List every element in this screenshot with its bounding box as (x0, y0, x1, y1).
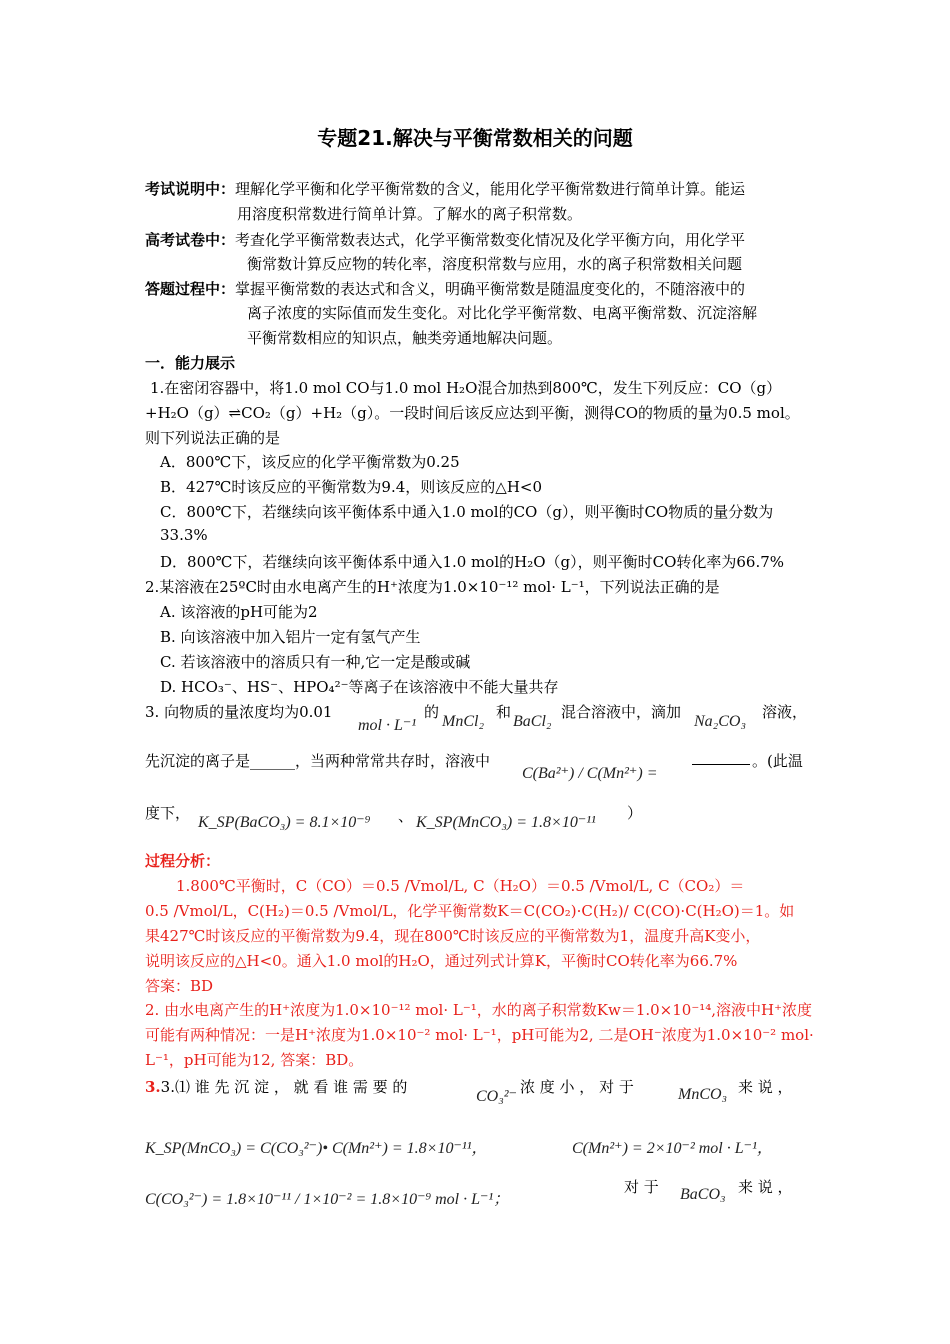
q3-separator: 、 (398, 807, 414, 825)
q2-option-c: C. 若该溶液中的溶质只有一种,它一定是酸或碱 (160, 653, 471, 671)
q3-answer-blank (692, 751, 750, 769)
answer-process (145, 278, 745, 299)
q1-option-d: D．800℃下，若继续向该平衡体系中通入1.0 mol的H₂O（g），则平衡时CO转化率为66.7% (160, 553, 785, 571)
q2-option-b: B. 向该溶液中加入铝片一定有氢气产生 (160, 628, 421, 646)
analysis-label: 过程分析： (145, 852, 221, 870)
q3-ksp-baco3: K_SP(BaCO₃) = 8.1×10⁻⁹ (198, 814, 371, 831)
q3-close: ） (627, 804, 643, 822)
q3-part-2: 混合溶液中，滴加 (561, 703, 682, 721)
answer-line-2: 离子浓度的实际值而发生变化。对比化学平衡常数、电离平衡常数、沉淀溶解 (247, 304, 758, 322)
q3-bacl2: BaCl₂ (513, 713, 552, 730)
q1-line-3: 则下列说法正确的是 (145, 429, 281, 447)
exam-label: 考试说明中： (145, 180, 236, 198)
analysis-1-line-3: 果427℃时该反应的平衡常数为9.4，现在800℃时该反应的平衡常数为1，温度升高K变小， (145, 927, 761, 945)
q1-line-2: +H₂O（g）⇌CO₂（g）+H₂（g）。一段时间后该反应达到平衡，测得CO的物质的量为0.5 mol。 (145, 404, 800, 422)
q3-part-5: 。(此温 (752, 752, 803, 770)
paper-focus (145, 229, 745, 250)
exam-line-1: 理解化学平衡和化学平衡常数的含义，能用化学平衡常数进行简单计算。能运 (235, 180, 746, 198)
q1-option-b: B．427℃时该反应的平衡常数为9.4，则该反应的△H<0 (160, 478, 543, 496)
q3-mncl2: MnCl₂ (442, 713, 485, 730)
paper-line-1: 考查化学平衡常数表达式，化学平衡常数变化情况及化学平衡方向，用化学平 (235, 231, 746, 249)
analysis-3-eq-1: K_SP(MnCO₃) = C(CO₃²⁻)• C(Mn²⁺) = 1.8×10⁻¹¹， (145, 1140, 488, 1157)
page-title: 专题21.解决与平衡常数相关的问题 (317, 126, 633, 150)
q3-unit: mol · L⁻¹ (358, 717, 417, 734)
q1-line-1: 1.在密闭容器中，将1.0 mol CO与1.0 mol H₂O混合加热到800℃，发生下列反应：CO（g） (150, 379, 782, 397)
q1-option-c: C．800℃下，若继续向该平衡体系中通入1.0 mol的CO（g），则平衡时CO物质的量分数为 (160, 503, 774, 521)
section-heading: 一．能力展示 (145, 354, 236, 372)
q3-part-3: 溶液， (762, 703, 808, 721)
q2-option-d: D. HCO₃⁻、HS⁻、HPO₄²⁻等离子在该溶液中不能大量共存 (160, 678, 559, 696)
q3-de: 的 (424, 703, 440, 721)
analysis-3-part-2: 浓 度 小 ， 对 于 (520, 1078, 634, 1096)
analysis-3-eq-3: C(CO₃²⁻) = 1.8×10⁻¹¹ / 1×10⁻² = 1.8×10⁻⁹ mol · L⁻¹； (145, 1191, 510, 1208)
analysis-3-part-1: 3.3.⑴ 谁 先 沉 淀 ， 就 看 谁 需 要 的 (145, 1078, 408, 1096)
analysis-1-line-1: 1.800℃平衡时，C（CO）＝0.5 /Vmol/L, C（H₂O）＝0.5 /Vmol/L, C（CO₂）＝ (176, 877, 745, 895)
exam-requirement (145, 178, 745, 199)
analysis-3-part-5: 来 说 ， (738, 1178, 793, 1196)
analysis-3-baco3: BaCO₃ (680, 1186, 726, 1203)
analysis-1-line-2: 0.5 /Vmol/L，C(H₂)＝0.5 /Vmol/L，化学平衡常数K＝C(CO₂)·C(H₂)/ C(CO)·C(H₂O)＝1。如 (145, 902, 795, 920)
analysis-3-eq-2: C(Mn²⁺) = 2×10⁻² mol · L⁻¹， (572, 1140, 773, 1157)
analysis-2-line-1: 2. 由水电离产生的H⁺浓度为1.0×10⁻¹² mol· L⁻¹，水的离子积常数Kw＝1.0×10⁻¹⁴,溶液中H⁺浓度 (145, 1001, 813, 1019)
analysis-1-line-4: 说明该反应的△H<0。通入1.0 mol的H₂O，通过列式计算K，平衡时CO转化率为66.7% (145, 952, 738, 970)
exam-line-2: 用溶度积常数进行简单计算。了解水的离子积常数。 (237, 205, 583, 223)
analysis-1-answer: 答案：BD (145, 977, 214, 995)
q3-na2co3: Na₂CO₃ (694, 713, 747, 730)
q3-part-4: 先沉淀的离子是______，当两种常常共存时，溶液中 (145, 752, 491, 770)
analysis-3-mnco3: MnCO₃ (678, 1086, 728, 1103)
analysis-2-line-3: L⁻¹，pH可能为12, 答案：BD。 (145, 1051, 364, 1069)
q2-stem: 2.某溶液在25ºC时由水电离产生的H⁺浓度为1.0×10⁻¹² mol· L⁻¹，下列说法正确的是 (145, 578, 720, 596)
q3-ksp-mnco3: K_SP(MnCO₃) = 1.8×10⁻¹¹ (416, 814, 596, 831)
q3-part-6: 度下， (145, 804, 191, 822)
paper-label: 高考试卷中： (145, 231, 236, 249)
q3-he: 和 (496, 703, 512, 721)
q2-option-a: A. 该溶液的pH可能为2 (160, 603, 318, 621)
paper-line-2: 衡常数计算反应物的转化率，溶度积常数与应用，水的离子积常数相关问题 (247, 255, 743, 273)
answer-line-1: 掌握平衡常数的表达式和含义，明确平衡常数是随温度变化的，不随溶液中的 (235, 280, 746, 298)
analysis-3-co3: CO₃²⁻ (476, 1088, 518, 1105)
q3-ratio: C(Ba²⁺) / C(Mn²⁺) = (522, 765, 658, 782)
analysis-3-text: 3.⑴ 谁 先 沉 淀 ， 就 看 谁 需 要 的 (160, 1078, 408, 1096)
q1-option-a: A．800℃下，该反应的化学平衡常数为0.25 (160, 453, 460, 471)
q3-part-1: 3. 向物质的量浓度均为0.01 (145, 703, 333, 721)
analysis-3-part-4: 对 于 (624, 1178, 659, 1196)
answer-label: 答题过程中： (145, 280, 236, 298)
analysis-3-part-3: 来 说 ， (738, 1078, 793, 1096)
analysis-2-line-2: 可能有两种情况：一是H⁺浓度为1.0×10⁻² mol· L⁻¹，pH可能为2, 二是OH⁻浓度为1.0×10⁻² mol· (145, 1026, 814, 1044)
q1-option-c-cont: 33.3% (160, 526, 208, 544)
answer-line-3: 平衡常数相应的知识点，触类旁通地解决问题。 (247, 329, 563, 347)
